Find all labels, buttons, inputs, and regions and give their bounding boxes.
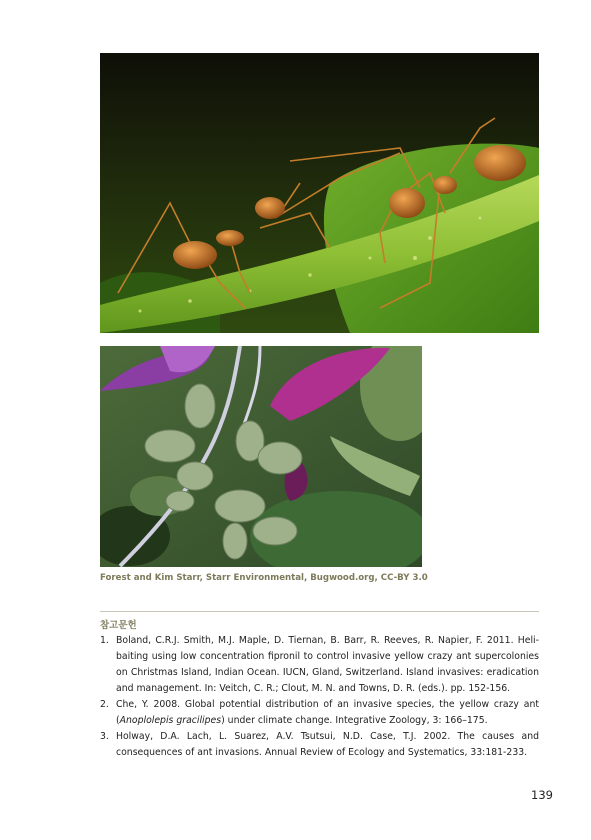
reference-text: Holway, D.A. Lach, L. Suarez, A.V. Tsutsui, N.D. Case, T.J. 2002. The causes and consequences of ant invasions. Annual Review of Ecology and Systematics, 33:181-233. (116, 731, 539, 758)
reference-item (100, 729, 539, 761)
reference-text-cont: ) under climate change. Integrative Zoology, 3: 166–175. (221, 715, 488, 726)
reference-item (100, 697, 539, 729)
flower-photo (100, 346, 422, 567)
reference-number: 1. (100, 635, 109, 646)
references-heading: 참고문헌 (100, 620, 137, 631)
reference-number: 3. (100, 731, 109, 742)
page-number: 139 (531, 788, 553, 802)
references-list (100, 633, 539, 761)
reference-text: Boland, C.R.J. Smith, M.J. Maple, D. Tiernan, B. Barr, R. Reeves, R. Napier, F. 2011. Heli-baiting using low concentration fipronil to control invasive yellow crazy ant supercolonies on Christmas Island, Indian Ocean. IUCN, Gland, Switzerland. Island invasives: eradication and management. In: Veitch, C. R.; Clout, M. N. and Towns, D. R. (eds.). pp. 152-156. (116, 635, 539, 694)
reference-item (100, 633, 539, 697)
reference-number: 2. (100, 699, 109, 710)
section-divider (100, 611, 539, 612)
species-name: Anoplolepis gracilipes (119, 715, 222, 726)
photo-caption: Forest and Kim Starr, Starr Environmental, Bugwood.org, CC-BY 3.0 (100, 573, 428, 583)
reference-text: Che, Y. 2008. Global potential distribution of an invasive species, the yellow crazy ant ( (116, 699, 539, 726)
ant-photo (100, 53, 539, 333)
